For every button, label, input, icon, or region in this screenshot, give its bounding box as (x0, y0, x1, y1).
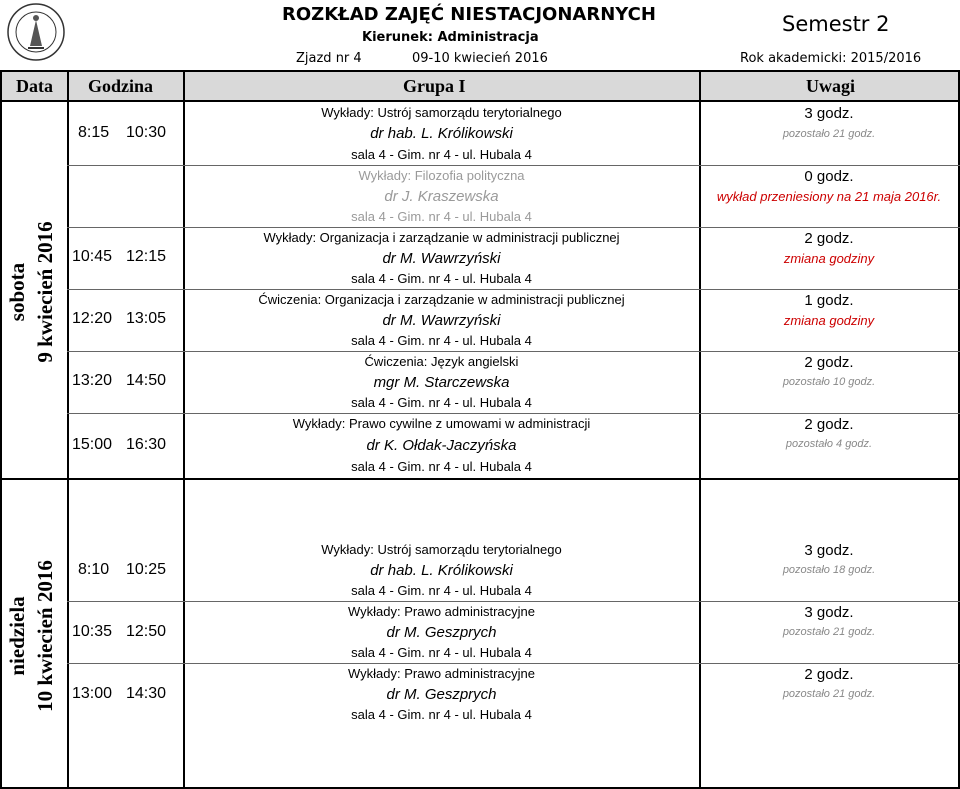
start-time: 13:00 (72, 685, 113, 702)
note: zmiana godziny (783, 313, 875, 328)
subject: Wykłady: Organizacja i zarządzanie w administracji publicznej (263, 230, 620, 245)
note: zmiana godziny (783, 251, 875, 266)
hours: 3 godz. (804, 105, 854, 122)
meeting-number: Zjazd nr 4 (296, 51, 362, 66)
start-time: 13:20 (72, 372, 113, 389)
meeting-dates: 09-10 kwiecień 2016 (412, 51, 548, 66)
hours: 2 godz. (804, 416, 854, 433)
teacher: mgr M. Starczewska (373, 374, 510, 391)
col-data: Data (16, 76, 53, 96)
hours: 0 godz. (804, 168, 854, 185)
teacher: dr M. Wawrzyński (382, 312, 501, 329)
hours: 3 godz. (804, 604, 854, 621)
subject: Wykłady: Ustrój samorządu terytorialnego (321, 542, 562, 557)
subject: Wykłady: Prawo administracyjne (347, 604, 535, 619)
room: sala 4 - Gim. nr 4 - ul. Hubala 4 (351, 583, 532, 598)
note: pozostało 21 godz. (782, 688, 876, 700)
teacher: dr hab. L. Królikowski (370, 562, 513, 579)
hours: 3 godz. (804, 542, 854, 559)
subject: Ćwiczenia: Język angielski (364, 354, 519, 369)
end-time: 14:50 (126, 372, 167, 389)
start-time: 15:00 (72, 436, 113, 453)
day-label-sunday (3, 536, 63, 736)
note: pozostało 4 godz. (785, 438, 873, 450)
day-name: niedziela (5, 596, 29, 676)
end-time: 10:25 (126, 561, 167, 578)
subject: Wykłady: Filozofia polityczna (358, 168, 525, 183)
hours: 2 godz. (804, 666, 854, 683)
day-label-saturday (3, 192, 63, 392)
subject: Ćwiczenia: Organizacja i zarządzanie w administracji publicznej (258, 292, 625, 307)
room: sala 4 - Gim. nr 4 - ul. Hubala 4 (351, 645, 532, 660)
day-name: sobota (5, 262, 29, 322)
room: sala 4 - Gim. nr 4 - ul. Hubala 4 (351, 395, 532, 410)
teacher: dr J. Kraszewska (384, 188, 499, 205)
col-godzina: Godzina (88, 76, 154, 96)
end-time: 12:15 (126, 248, 167, 265)
note: pozostało 21 godz. (782, 128, 876, 140)
teacher: dr M. Geszprych (386, 686, 497, 703)
note: pozostało 10 godz. (782, 376, 876, 388)
start-time: 12:20 (72, 310, 113, 327)
end-time: 13:05 (126, 310, 167, 327)
start-time: 8:10 (78, 561, 110, 578)
room: sala 4 - Gim. nr 4 - ul. Hubala 4 (351, 707, 532, 722)
col-uwagi: Uwagi (806, 76, 855, 96)
field-of-study: Kierunek: Administracja (362, 30, 539, 45)
end-time: 14:30 (126, 685, 167, 702)
subject: Wykłady: Prawo cywilne z umowami w administracji (292, 416, 591, 431)
note: pozostało 18 godz. (782, 564, 876, 576)
school-seal-logo (6, 2, 66, 62)
day-date: 10 kwiecień 2016 (33, 560, 57, 712)
teacher: dr K. Ołdak-Jaczyńska (366, 437, 517, 454)
day-date: 9 kwiecień 2016 (33, 221, 57, 363)
document-title: ROZKŁAD ZAJĘĆ NIESTACJONARNYCH (282, 4, 656, 25)
subject: Wykłady: Ustrój samorządu terytorialnego (321, 105, 562, 120)
teacher: dr M. Geszprych (386, 624, 497, 641)
start-time: 8:15 (78, 124, 110, 141)
hours: 1 godz. (804, 292, 854, 309)
room: sala 4 - Gim. nr 4 - ul. Hubala 4 (351, 271, 532, 286)
room: sala 4 - Gim. nr 4 - ul. Hubala 4 (351, 333, 532, 348)
hours: 2 godz. (804, 354, 854, 371)
start-time: 10:35 (72, 623, 113, 640)
academic-year: Rok akademicki: 2015/2016 (740, 51, 922, 66)
teacher: dr M. Wawrzyński (382, 250, 501, 267)
end-time: 10:30 (126, 124, 167, 141)
hours: 2 godz. (804, 230, 854, 247)
subject: Wykłady: Prawo administracyjne (347, 666, 535, 681)
column-header-row (0, 70, 960, 102)
room: sala 4 - Gim. nr 4 - ul. Hubala 4 (351, 147, 532, 162)
room: sala 4 - Gim. nr 4 - ul. Hubala 4 (351, 209, 532, 224)
end-time: 16:30 (126, 436, 167, 453)
note: pozostało 21 godz. (782, 626, 876, 638)
note: wykład przeniesiony na 21 maja 2016r. (716, 189, 942, 204)
semester-label: Semestr 2 (782, 12, 890, 36)
teacher: dr hab. L. Królikowski (370, 125, 513, 142)
col-grupa: Grupa I (403, 76, 466, 96)
room: sala 4 - Gim. nr 4 - ul. Hubala 4 (351, 459, 532, 474)
end-time: 12:50 (126, 623, 167, 640)
start-time: 10:45 (72, 248, 113, 265)
